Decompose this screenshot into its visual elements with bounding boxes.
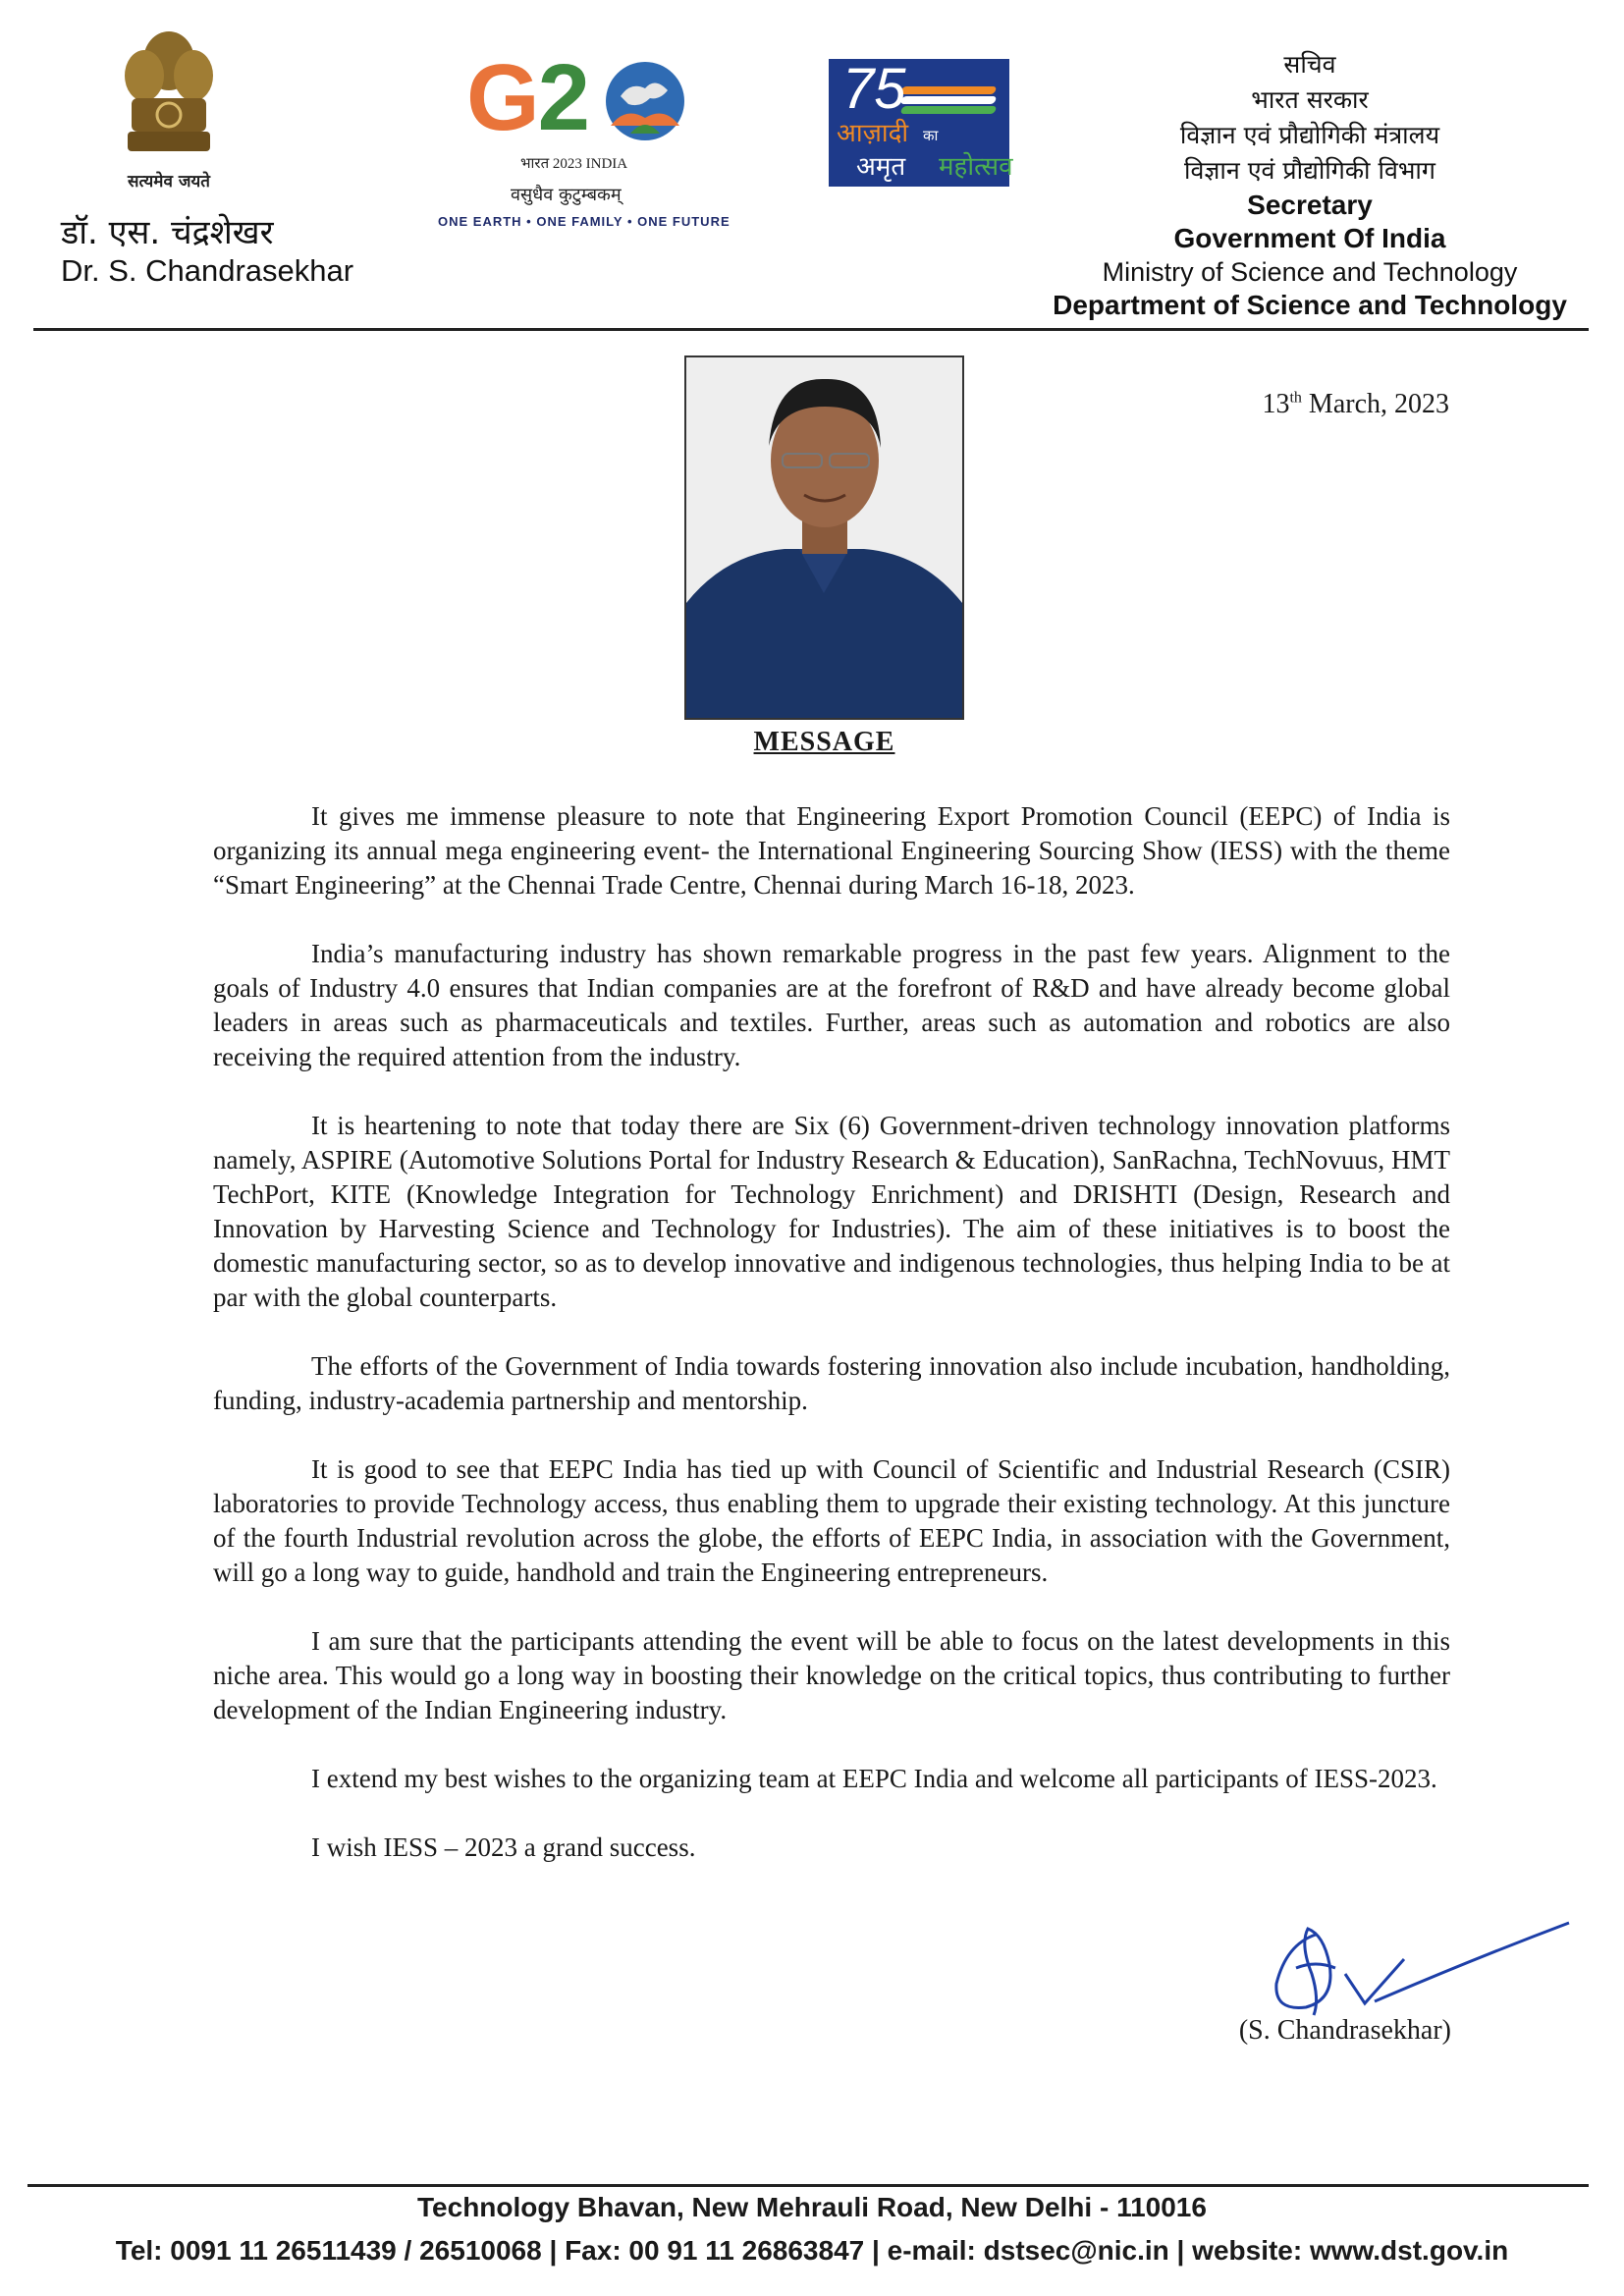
aka-flag-stripe-saffron xyxy=(900,86,998,94)
aka-amrit: अमृत xyxy=(856,152,906,182)
message-body xyxy=(213,799,1450,1865)
portrait-photo xyxy=(684,355,964,720)
paragraph: India’s manufacturing industry has shown remarkable progress in the past few years. Alignment to the goals of Industry 4.0 ensures that Indian companies are at the forefront of R&D and have already become global leaders in areas such as pharmaceuticals and textiles. Further, areas such as automation and robotics are also receiving the required attention from the industry. xyxy=(213,939,1450,1071)
emblem-motto: सत्यमेव जयते xyxy=(128,172,210,191)
paragraph: It gives me immense pleasure to note that Engineering Export Promotion Council (EEPC) of India is organizing its annual mega engineering event- the International Engineering Sourcing Show (IESS) with the theme “Smart Engineering” at the Chennai Trade Centre, Chennai during March 16-18, 2023. xyxy=(213,801,1450,900)
aka-flag-stripe-green xyxy=(900,106,998,114)
footer-address: Technology Bhavan, New Mehrauli Road, New Delhi - 110016 xyxy=(417,2192,1207,2222)
designation-ministry: Ministry of Science and Technology xyxy=(1102,257,1518,287)
signatory-name: (S. Chandrasekhar) xyxy=(1238,2015,1451,2046)
g20-line-2: वसुधैव कुटुम्बकम् xyxy=(511,185,622,205)
g20-globe-icon xyxy=(601,57,689,145)
national-emblem-icon xyxy=(110,22,228,198)
aka-flag-stripe-white xyxy=(900,96,998,104)
footer-contact: Tel: 0091 11 26511439 / 26510068 | Fax: 00 91 11 26863847 | e-mail: dstsec@nic.in | website: www.dst.gov.in xyxy=(115,2235,1509,2266)
paragraph: I extend my best wishes to the organizing team at EEPC India and welcome all participants of IESS-2023. xyxy=(311,1764,1437,1793)
header-divider xyxy=(33,328,1589,331)
name-english: Dr. S. Chandrasekhar xyxy=(61,253,354,288)
paragraph: I wish IESS – 2023 a grand success. xyxy=(311,1832,696,1862)
designation-block xyxy=(1035,47,1585,322)
paragraph: It is good to see that EEPC India has tied up with Council of Scientific and Industrial Research (CSIR) laboratories to provide Technology access, thus enabling them to upgrade their existing technology. At this juncture of the fourth Industrial revolution across the globe, the efforts of EEPC India, in association with the Government, will go a long way to guide, handhold and train the Engineering entrepreneurs. xyxy=(213,1454,1450,1587)
footer-divider xyxy=(27,2184,1589,2187)
handwritten-signature-icon xyxy=(1257,1905,1581,2023)
designation-govt: Government Of India xyxy=(1173,223,1446,253)
designation-hindi-1: सचिव xyxy=(1283,50,1336,79)
designation-department: Department of Science and Technology xyxy=(1053,290,1567,320)
paragraph: I am sure that the participants attending the event will be able to focus on the latest developments in this niche area. This would go a long way in boosting their knowledge on the critical topics, thus contributing to further development of the Indian Engineering industry. xyxy=(213,1626,1450,1724)
aka-azadi: आज़ादी xyxy=(837,119,909,148)
designation-hindi-4: विज्ञान एवं प्रौद्योगिकी विभाग xyxy=(1184,156,1435,185)
message-heading: MESSAGE xyxy=(753,727,895,757)
aka-mahotsav: महोत्सव xyxy=(939,152,1013,182)
g20-line-3: ONE EARTH • ONE FAMILY • ONE FUTURE xyxy=(438,214,731,229)
aka-number: 75 xyxy=(842,57,906,121)
designation-hindi-2: भारत सरकार xyxy=(1251,85,1369,114)
paragraph: The efforts of the Government of India towards fostering innovation also include incubation, handholding, funding, industry-academia partnership and mentorship. xyxy=(213,1351,1450,1415)
g20-wordmark: G2 xyxy=(466,45,589,150)
designation-hindi-3: विज्ञान एवं प्रौद्योगिकी मंत्रालय xyxy=(1179,121,1440,149)
designation-title: Secretary xyxy=(1247,190,1373,220)
paragraph: It is heartening to note that today there are Six (6) Government-driven technology innovation platforms namely, ASPIRE (Automotive Solutions Portal for Industry Research & Education), SanRachna, TechNovuus, HMT TechPort, KITE (Knowledge Integration for Technology Enrichment) and DRISHTI (Design, Research and Innovation by Harvesting Science and Technology for Industries). The aim of these initiatives is to boost the domestic manufacturing sector, so as to develop innovative and indigenous technologies, thus helping India to be at par with the global counterparts. xyxy=(213,1111,1450,1312)
letter-date: 13th March, 2023 xyxy=(1262,389,1449,419)
name-hindi: डॉ. एस. चंद्रशेखर xyxy=(61,213,274,252)
g20-line-1: भारत 2023 INDIA xyxy=(520,156,628,172)
aka-ka: का xyxy=(923,127,939,144)
